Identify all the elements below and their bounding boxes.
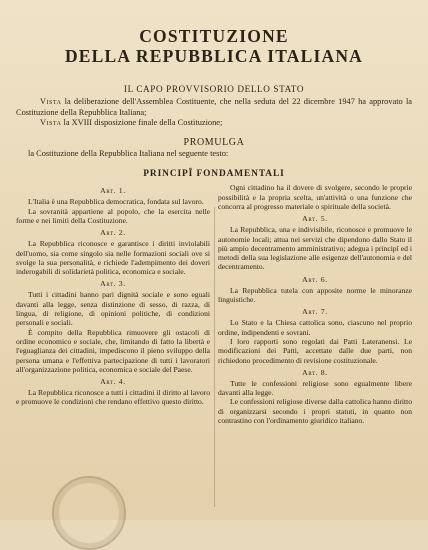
article-title: Art. 6. (302, 274, 328, 284)
article-paragraph: La Repubblica tutela con apposite norme le minoranze linguistiche. (218, 285, 412, 305)
promulga-heading: PROMULGA (183, 136, 245, 148)
article-paragraph: Ogni cittadino ha il dovere di svolgere, secondo le proprie possibilità e la propria scelta, un'attività o una funzione che concorra al progresso materiale o spirituale della società. (218, 183, 412, 211)
article-title: Art. 3. (100, 279, 126, 289)
article-paragraph: Tutte le confessioni religiose sono egualmente libere davanti alla legge. (218, 378, 412, 398)
archive-stamp (52, 476, 126, 550)
capo-heading: IL CAPO PROVVISORIO DELLO STATO (123, 84, 305, 94)
article-title: Art. 2. (100, 228, 126, 238)
right-column (218, 183, 412, 425)
article-paragraph: I loro rapporti sono regolati dai Patti Lateranensi. Le modificazioni dei Patti, accettate dalle due parti, non richiedono procedimento di revisione costituzionale. (218, 336, 412, 365)
article-paragraph: Le confessioni religiose diverse dalla cattolica hanno diritto di organizzarsi secondo i propri statuti, in quanto non contrastino con l'ordinamento giuridico italiano. (218, 397, 412, 426)
vista-paragraph-2 (16, 118, 412, 129)
article-paragraph: Lo Stato e la Chiesa cattolica sono, ciascuno nel proprio ordine, indipendenti e sovrani. (218, 318, 412, 337)
article-paragraph: Tutti i cittadini hanno pari dignità sociale e sono eguali davanti alla legge, senza distinzione di sesso, di razza, di lingua, di religione, di opinioni politiche, di condizioni personali e sociali. (16, 290, 210, 328)
article-title: Art. 7. (302, 307, 328, 317)
principi-heading: PRINCIPÎ FONDAMENTALI (143, 169, 285, 180)
document-title-line-2: DELLA REPUBBLICA ITALIANA (64, 46, 364, 66)
article-paragraph: La Repubblica riconosce a tutti i cittadini il diritto al lavoro e promuove le condizioni che rendano effettivo questo diritto. (16, 388, 210, 407)
article-paragraph: La Repubblica riconosce e garantisce i diritti inviolabili dell'uomo, sia come singolo sia nelle formazioni sociali ove si svolge la sua personalità, e richiede l'adempimento dei doveri inderogabili di solidarietà politica, economica e sociale. (16, 239, 210, 277)
article-paragraph: La sovranità appartiene al popolo, che la esercita nelle forme e nei limiti della Costituzione. (16, 206, 210, 225)
vista-text-1: la deliberazione dell'Assemblea Costituente, che nella seduta del 22 dicembre 1947 ha approvato la Costituzione della Repubblica Italiana; (16, 97, 412, 117)
article-title: Art. 8. (302, 367, 328, 377)
vista-paragraph-1 (16, 97, 412, 118)
article-paragraph: La Repubblica, una e indivisibile, riconosce e promuove le autonomie locali; attua nei servizi che dipendono dallo Stato il più ampio decentramento amministrativo; adegua i principî ed i metodi della sua legislazione alle esigenze dell'autonomia e del decentramento. (218, 225, 412, 272)
article-title: Art. 5. (302, 214, 328, 224)
article-title: Art. 4. (100, 377, 126, 387)
article-title: Art. 1. (100, 186, 126, 196)
article-paragraph: L'Italia è una Repubblica democratica, fondata sul lavoro. (28, 197, 204, 207)
article-paragraph: È compito della Repubblica rimuovere gli ostacoli di ordine economico e sociale, che, limitando di fatto la libertà e l'eguaglianza dei cittadini, impediscono il pieno sviluppo della persona umana e l'effettiva partecipazione di tutti i lavoratori all'organizzazione politica, economica e sociale del Paese. (16, 327, 210, 374)
promulga-text: la Costituzione della Repubblica Italiana nel seguente testo: (28, 148, 229, 158)
vista-word-1: Vista (40, 97, 62, 106)
column-divider (214, 207, 215, 507)
vista-text-2: la XVIII disposizione finale della Costituzione; (61, 118, 223, 128)
left-column (16, 183, 210, 425)
vista-word-2: Vista (40, 118, 62, 128)
document-title-line-1: COSTITUZIONE (139, 26, 289, 46)
